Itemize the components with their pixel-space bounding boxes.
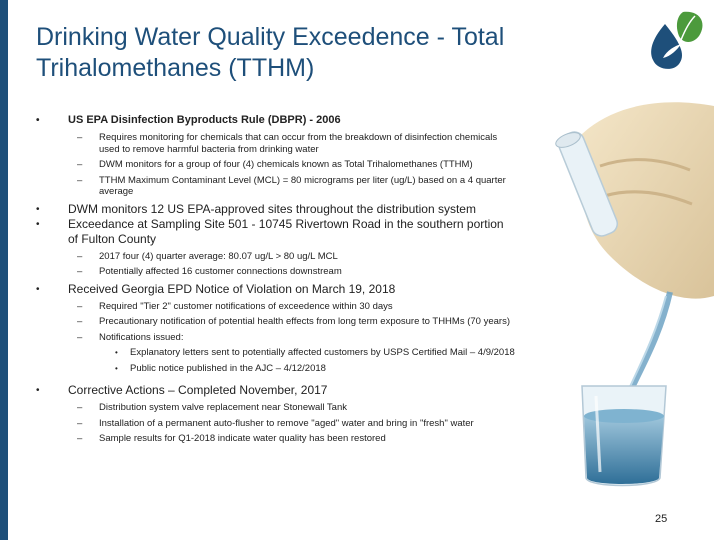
sub-bullet-text: TTHM Maximum Contaminant Level (MCL) = 80 micrograms per liter (ug/L) based on a 4 quarter average xyxy=(99,174,506,197)
bullet-text: Exceedance at Sampling Site 501 - 10745 Rivertown Road in the southern portion of Fulton County xyxy=(68,216,504,246)
bullet-marker: • xyxy=(115,348,118,357)
dash-marker: – xyxy=(77,159,83,170)
bullet-marker: • xyxy=(115,363,118,373)
dash-marker: – xyxy=(77,402,83,413)
sub-sub-bullet xyxy=(36,347,516,359)
bullet-text: Received Georgia EPD Notice of Violation on March 19, 2018 xyxy=(68,281,396,296)
bullet-list xyxy=(36,113,516,445)
bullet-text: Corrective Actions – Completed November, 2017 xyxy=(68,383,328,397)
bullet-marker: • xyxy=(36,115,40,126)
dash-marker: – xyxy=(77,132,83,143)
dash-marker: – xyxy=(77,300,83,312)
bullet-marker: • xyxy=(36,385,40,396)
sub-sub-bullet-text: Explanatory letters sent to potentially affected customers by USPS Certified Mail – 4/9/2018 xyxy=(130,347,515,358)
slide-title xyxy=(36,22,596,84)
page-number: 25 xyxy=(655,513,668,525)
sub-bullet-text: DWM monitors for a group of four (4) chemicals known as Total Trihalomethanes (TTHM) xyxy=(99,159,473,170)
bullet-marker: • xyxy=(36,218,40,230)
slide-title-line1: Drinking Water Quality Exceedence - Total xyxy=(36,23,505,51)
sub-bullet xyxy=(36,402,516,414)
sub-bullet xyxy=(36,433,516,445)
sub-bullet-text: Required "Tier 2" customer notifications of exceedence within 30 days xyxy=(99,300,393,312)
sub-bullet-text: Sample results for Q1-2018 indicate water quality has been restored xyxy=(99,433,386,444)
water-drop-leaf-logo xyxy=(645,6,707,76)
left-accent-bar xyxy=(0,0,8,540)
dash-marker: – xyxy=(77,266,83,277)
dash-marker: – xyxy=(77,250,83,262)
water-sample-photo xyxy=(520,96,714,496)
bullet-marker: • xyxy=(36,203,40,215)
sub-bullet xyxy=(36,332,516,344)
bullet-text: US EPA Disinfection Byproducts Rule (DBPR) - 2006 xyxy=(68,114,341,126)
sub-bullet-text: Requires monitoring for chemicals that can occur from the breakdown of disinfection chemicals used to remove harmful bacteria from drinking water xyxy=(99,132,498,155)
bullet-dwm-sites xyxy=(36,202,516,217)
sub-bullet-text: 2017 four (4) quarter average: 80.07 ug/L > 80 ug/L MCL xyxy=(99,250,338,262)
sub-bullet-text: Distribution system valve replacement near Stonewall Tank xyxy=(99,402,347,413)
sub-bullet xyxy=(36,251,516,263)
slide-title-line2: Trihalomethanes (TTHM) xyxy=(36,54,315,82)
bullet-exceedance xyxy=(36,217,516,247)
sub-bullet xyxy=(36,418,516,430)
sub-bullet xyxy=(36,159,516,171)
sub-sub-bullet-text: Public notice published in the AJC – 4/12/2018 xyxy=(130,362,326,374)
sub-bullet xyxy=(36,132,516,155)
sub-bullet-text: Installation of a permanent auto-flusher to remove "aged" water and bring in "fresh" water xyxy=(99,417,474,429)
dash-marker: – xyxy=(77,417,83,429)
sub-bullet xyxy=(36,301,516,313)
sub-bullet-text: Notifications issued: xyxy=(99,331,184,343)
dash-marker: – xyxy=(77,433,83,444)
bullet-dbpr xyxy=(36,113,516,128)
bullet-text: DWM monitors 12 US EPA-approved sites throughout the distribution system xyxy=(68,201,476,216)
bullet-corrective-actions xyxy=(36,383,516,398)
sub-bullet xyxy=(36,266,516,278)
sub-bullet xyxy=(36,316,516,328)
sub-bullet-text: Precautionary notification of potential health effects from long term exposure to THHMs (70 years) xyxy=(99,316,510,327)
dash-marker: – xyxy=(77,316,83,327)
sub-bullet-text: Potentially affected 16 customer connections downstream xyxy=(99,266,342,277)
bullet-notice-of-violation xyxy=(36,282,516,297)
dash-marker: – xyxy=(77,331,83,343)
sub-sub-bullet xyxy=(36,363,516,375)
sub-bullet xyxy=(36,175,516,198)
bullet-marker: • xyxy=(36,283,40,295)
dash-marker: – xyxy=(77,174,83,186)
